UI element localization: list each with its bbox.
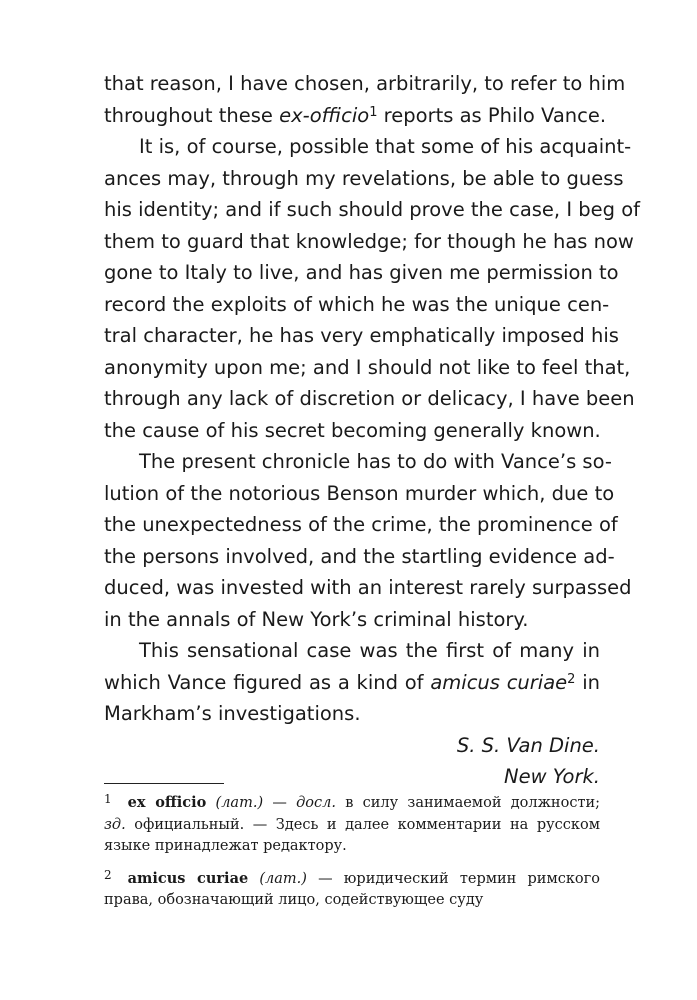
- text-line: tral character, he has very emphatically imposed his: [104, 324, 619, 347]
- footnote-lang: (лат.): [215, 795, 264, 811]
- text-run: в силу занимаемой должности;: [336, 795, 601, 811]
- text-line: duced, was invested with an interest rarely surpassed: [104, 576, 632, 599]
- footnote-divider: [104, 783, 224, 784]
- footnotes: [104, 792, 600, 912]
- footnote-line: [104, 815, 600, 837]
- signature-name: S. S. Van Dine.: [456, 733, 600, 757]
- footnote-line: права, обозначающий лицо, содействующее суду: [104, 892, 484, 908]
- footnote-line: языке принадлежат редактору.: [104, 838, 347, 854]
- italic-term: amicus curiae: [430, 670, 568, 694]
- text-line: his identity; and if such should prove the case, I beg of: [104, 198, 641, 221]
- text-run: —: [263, 795, 297, 811]
- footnote-gap: [104, 858, 600, 868]
- text-line: lution of the notorious Benson murder which, due to: [104, 481, 615, 505]
- text-line: in the annals of New York’s criminal history.: [104, 607, 529, 631]
- text-line: the cause of his secret becoming generally known.: [104, 418, 601, 442]
- text-line: the persons involved, and the startling evidence ad-: [104, 544, 615, 568]
- footnote-line: [104, 868, 600, 891]
- text-line: This sensational case was the first of many in: [139, 639, 600, 662]
- signature-place: New York.: [504, 765, 600, 788]
- text-run: reports as Philo Vance.: [377, 103, 607, 127]
- text-line: through any lack of discretion or delicacy, I have been: [104, 387, 635, 410]
- footnote-abbr: зд.: [104, 816, 126, 833]
- italic-term: ex-officio: [279, 103, 370, 127]
- text-line: record the exploits of which he was the unique cen-: [104, 292, 610, 316]
- footnote-ref[interactable]: 2: [567, 671, 576, 687]
- footnote-abbr: досл.: [296, 795, 336, 811]
- footnote-lang: (лат.): [259, 870, 307, 887]
- text-run: — юридический термин римского: [306, 870, 600, 887]
- text-run: in: [575, 670, 600, 694]
- text-line: The present chronicle has to do with Vance’s so-: [139, 450, 612, 473]
- footnote-term: amicus curiae: [127, 869, 249, 887]
- footnote-term: ex officio: [127, 794, 207, 811]
- text-line: that reason, I have chosen, arbitrarily, to refer to him: [104, 72, 626, 95]
- text-line: [104, 100, 607, 132]
- text-run: официальный. — Здесь и далее комментарии на русском: [125, 816, 600, 833]
- text-line: ances may, through my revelations, be able to guess: [104, 166, 624, 190]
- text-line: anonymity upon me; and I should not like to feel that,: [104, 355, 631, 379]
- text-line: the unexpectedness of the crime, the prominence of: [104, 513, 618, 536]
- text-line: them to guard that knowledge; for though he has now: [104, 229, 634, 253]
- text-line: It is, of course, possible that some of his acquaint-: [139, 135, 632, 158]
- text-run: which Vance figured as a kind of: [104, 670, 431, 694]
- text-run: throughout these: [104, 103, 280, 127]
- text-line: Markham’s investigations.: [104, 702, 361, 725]
- footnote-number: 1: [104, 792, 112, 806]
- footnote-number: 2: [104, 867, 112, 882]
- text-line: [104, 667, 600, 699]
- main-text: [104, 68, 641, 793]
- text-line: gone to Italy to live, and has given me permission to: [104, 261, 619, 284]
- footnote-line: [104, 792, 600, 815]
- footnote-ref[interactable]: 1: [369, 104, 378, 120]
